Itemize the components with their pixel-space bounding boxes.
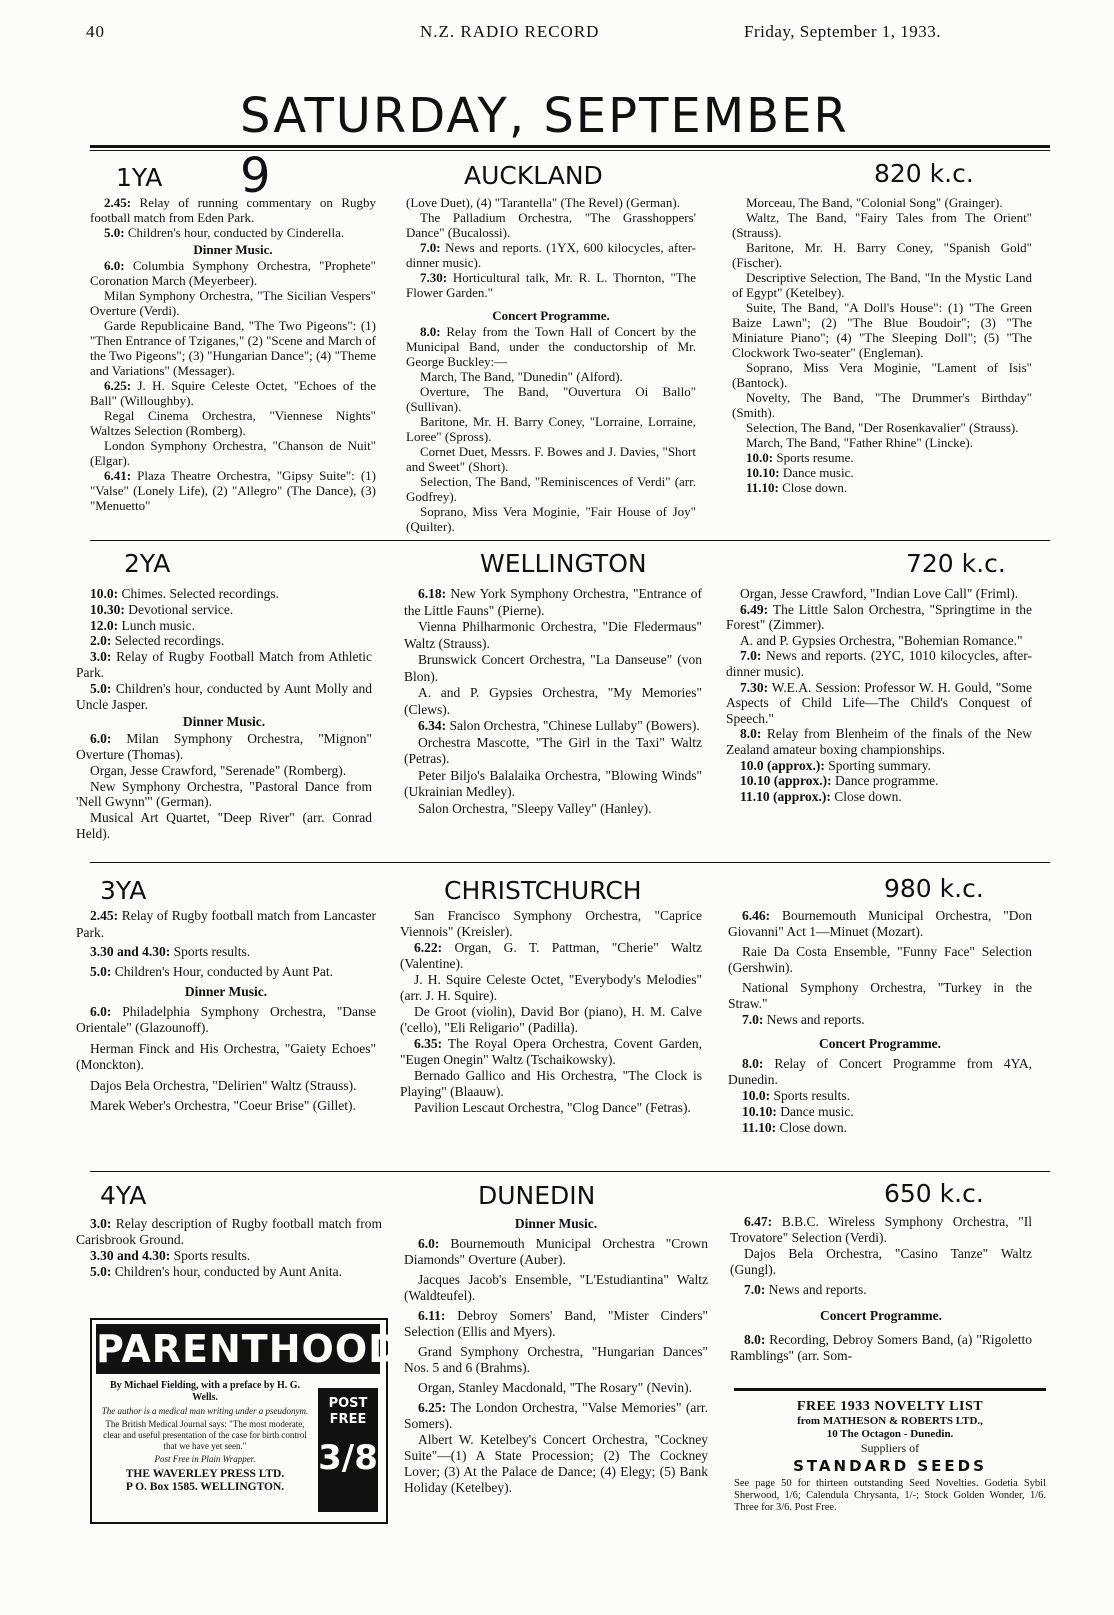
program-entry: (Love Duet), (4) "Tarantella" (The Revel) (German).: [406, 195, 680, 210]
section-heading: Dinner Music.: [182, 714, 266, 730]
section-heading: Concert Programme.: [820, 1308, 942, 1323]
ad-quote: The British Medical Journal says: "The most moderate, clear and useful presentation of the case for birth control that we have yet seen.": [103, 1419, 307, 1451]
station-2ya: 2YA: [124, 549, 171, 578]
city-christchurch: CHRISTCHURCH: [444, 876, 642, 905]
program-entry: 3.0: Relay description of Rugby football match from Carisbrook Ground.: [76, 1216, 382, 1247]
program-entry: 7.30: Horticultural talk, Mr. R. L. Thornton, "The Flower Garden.": [406, 270, 696, 300]
program-entry: 6.25: J. H. Squire Celeste Octet, "Echoes of the Ball" (Willoughby).: [90, 378, 376, 408]
program-entry: Dajos Bela Orchestra, "Casino Tanze" Waltz (Gungl).: [730, 1246, 1032, 1277]
program-entry: 6.25: The London Orchestra, "Valse Memories" (arr. Somers).: [404, 1400, 708, 1431]
page-title: SATURDAY, SEPTEMBER 9: [240, 88, 849, 204]
program-entry: 6.11: Debroy Somers' Band, "Mister Cinders" Selection (Ellis and Myers).: [404, 1308, 708, 1339]
seeds-ad-suppliers: Suppliers of: [860, 1441, 920, 1455]
ad-headline: PARENTHOOD: [96, 1324, 380, 1374]
section-heading: Dinner Music.: [184, 984, 268, 999]
schedule-column-3ya-3: [728, 908, 1032, 1136]
section-divider: [90, 1171, 1050, 1172]
schedule-column-4ya-2: [404, 1214, 708, 1496]
seeds-ad-product: STANDARD SEEDS: [793, 1457, 987, 1475]
section-divider: [90, 862, 1050, 863]
schedule-column-2ya-1: [76, 586, 372, 842]
ad-body: [100, 1378, 310, 1494]
freq-2ya: 720 k.c.: [906, 549, 1006, 578]
program-entry: Grand Symphony Orchestra, "Hungarian Dances" Nos. 5 and 6 (Brahms).: [404, 1344, 708, 1375]
freq-4ya: 650 k.c.: [884, 1179, 984, 1208]
program-entry: 7.0: News and reports. (1YX, 600 kilocycles, after-dinner music).: [406, 240, 696, 270]
parenthood-advertisement: [90, 1318, 401, 1524]
schedule-column-3ya-2: [400, 908, 702, 1116]
station-4ya: 4YA: [100, 1181, 147, 1210]
program-entry: Baritone, Mr. H. Barry Coney, "Spanish Gold" (Fischer).: [732, 240, 1032, 270]
post-free-label: POST FREE: [328, 1396, 368, 1427]
program-entry: Herman Finck and His Orchestra, "Gaiety Echoes" (Monckton).: [76, 1040, 376, 1072]
program-entry: De Groot (violin), David Bor (piano), H. M. Calve ('cello), "Eli Religario" (Padilla).: [400, 1004, 702, 1035]
program-entry: Descriptive Selection, The Band, "In the Mystic Land of Egypt" (Ketelbey).: [732, 270, 1032, 300]
program-entry: New Symphony Orchestra, "Pastoral Dance from 'Nell Gwynn'" (German).: [76, 778, 372, 810]
price-badge: [318, 1388, 378, 1512]
program-entry: 12.0: Lunch music.: [90, 617, 195, 633]
program-entry: Raie Da Costa Ensemble, "Funny Face" Selection (Gershwin).: [728, 944, 1032, 975]
program-entry: Musical Art Quartet, "Deep River" (arr. Conrad Held).: [76, 810, 372, 841]
program-entry: 8.0: Relay from Blenheim of the finals of the New Zealand amateur boxing championships.: [726, 726, 1032, 757]
program-entry: 10.10 (approx.): Dance programme.: [740, 773, 939, 789]
title-rule-thin: [90, 150, 1050, 151]
publication-name: N.Z. RADIO RECORD: [420, 22, 600, 41]
program-entry: 7.0: News and reports.: [744, 1282, 867, 1297]
program-entry: Organ, Jesse Crawford, "Serenade" (Romberg).: [90, 762, 347, 778]
program-entry: 10.0: Sports results.: [742, 1088, 851, 1103]
program-entry: 3.30 and 4.30: Sports results.: [90, 1248, 251, 1263]
ad-author: By Michael Fielding, with a preface by H. G. Wells.: [109, 1380, 301, 1403]
program-entry: Overture, The Band, "Ouvertura Oi Ballo" (Sullivan).: [406, 384, 696, 414]
schedule-column-1ya-2: [406, 195, 696, 534]
station-1ya: 1YA: [116, 163, 163, 192]
ad-wrapper-note: Post Free in Plain Wrapper.: [154, 1454, 256, 1464]
ad-note: The author is a medical man writing under a pseudonym.: [101, 1406, 309, 1416]
program-entry: 10.0 (approx.): Sporting summary.: [740, 757, 931, 773]
program-entry: Soprano, Miss Vera Moginie, "Fair House of Joy" (Quilter).: [406, 504, 696, 534]
program-entry: 3.0: Relay of Rugby Football Match from Athletic Park.: [76, 649, 372, 680]
program-entry: 11.10: Close down.: [742, 1120, 848, 1135]
program-entry: 10.0: Chimes. Selected recordings.: [90, 586, 279, 601]
program-entry: Marek Weber's Orchestra, "Coeur Brise" (Gillet).: [90, 1098, 356, 1113]
section-heading: Concert Programme.: [492, 308, 610, 323]
schedule-column-1ya-3: [732, 195, 1032, 495]
program-entry: 5.0: Children's hour, conducted by Aunt Molly and Uncle Jasper.: [76, 680, 372, 712]
program-entry: March, The Band, "Dunedin" (Alford).: [420, 369, 623, 384]
program-entry: Regal Cinema Orchestra, "Viennese Nights" Waltzes Selection (Romberg).: [90, 408, 376, 438]
program-entry: 6.49: The Little Salon Orchestra, "Springtime in the Forest" (Zimmer).: [726, 601, 1032, 633]
program-entry: Milan Symphony Orchestra, "The Sicilian Vespers" Overture (Verdi).: [90, 288, 376, 318]
program-entry: Salon Orchestra, "Sleepy Valley" (Hanley).: [418, 800, 652, 816]
city-auckland: AUCKLAND: [464, 161, 603, 190]
program-entry: 10.10: Dance music.: [742, 1104, 854, 1119]
seeds-ad-address: 10 The Octagon - Dunedin.: [826, 1428, 954, 1440]
program-entry: Jacques Jacob's Ensemble, "L'Estudiantina" Waltz (Waldteufel).: [404, 1272, 708, 1303]
program-entry: 3.30 and 4.30: Sports results.: [90, 944, 251, 959]
program-entry: Orchestra Mascotte, "The Girl in the Taxi" Waltz (Petras).: [404, 734, 702, 766]
program-entry: 2.0: Selected recordings.: [90, 633, 225, 649]
program-entry: Baritone, Mr. H. Barry Coney, "Lorraine, Lorraine, Loree" (Spross).: [406, 414, 696, 444]
program-entry: 8.0: Recording, Debroy Somers Band, (a) "Rigoletto Ramblings" (arr. Som-: [730, 1332, 1032, 1363]
program-entry: Novelty, The Band, "The Drummer's Birthday" (Smith).: [732, 390, 1032, 420]
seeds-advertisement: [734, 1388, 1046, 1551]
schedule-column-4ya-3: [730, 1214, 1032, 1364]
program-entry: 6.0: Columbia Symphony Orchestra, "Prophete" Coronation March (Meyerbeer).: [90, 258, 376, 288]
city-dunedin: DUNEDIN: [478, 1181, 596, 1210]
section-divider: [90, 540, 1050, 541]
schedule-column-1ya-1: [90, 195, 376, 513]
program-entry: 6.0: Bournemouth Municipal Orchestra "Crown Diamonds" Overture (Auber).: [404, 1236, 708, 1267]
seeds-ad-details: See page 50 for thirteen outstanding Seed Novelties. Godetia Sybil Sherwood, 1/6; Calendula Chrysanta, 1/-; Stock Golden Wonder, 1/6. Three for 3/6. Post Free.: [734, 1478, 1046, 1513]
program-entry: 10.10: Dance music.: [746, 465, 854, 480]
program-entry: Organ, Stanley Macdonald, "The Rosary" (Nevin).: [418, 1380, 692, 1395]
program-entry: March, The Band, "Father Rhine" (Lincke).: [746, 435, 973, 450]
program-entry: 6.34: Salon Orchestra, "Chinese Lullaby" (Bowers).: [418, 718, 700, 733]
ad-publisher: THE WAVERLEY PRESS LTD.: [125, 1468, 285, 1480]
program-entry: 11.10: Close down.: [746, 480, 848, 495]
program-entry: 6.47: B.B.C. Wireless Symphony Orchestra, "Il Trovatore" Selection (Verdi).: [730, 1214, 1032, 1245]
program-entry: Dajos Bela Orchestra, "Delirien" Waltz (Strauss).: [90, 1077, 357, 1093]
section-heading: Dinner Music.: [514, 1216, 598, 1231]
schedule-column-3ya-1: [76, 908, 376, 1115]
price-label: 3/8: [318, 1438, 378, 1478]
program-entry: Peter Biljo's Balalaika Orchestra, "Blowing Winds" (Ukrainian Medley).: [404, 767, 702, 799]
program-entry: Selection, The Band, "Reminiscences of Verdi" (arr. Godfrey).: [406, 474, 696, 504]
program-entry: Waltz, The Band, "Fairy Tales from The Orient" (Strauss).: [732, 210, 1032, 240]
program-entry: London Symphony Orchestra, "Chanson de Nuit" (Elgar).: [90, 438, 376, 468]
program-entry: Pavilion Lescaut Orchestra, "Clog Dance" (Fetras).: [414, 1100, 691, 1115]
program-entry: Cornet Duet, Messrs. F. Bowes and J. Davies, "Short and Sweet" (Short).: [406, 444, 696, 474]
program-entry: 2.45: Relay of Rugby football match from Lancaster Park.: [76, 908, 376, 940]
program-entry: 10.0: Sports resume.: [746, 450, 854, 465]
program-entry: 5.0: Children's hour, conducted by Cinderella.: [104, 225, 345, 240]
program-entry: Suite, The Band, "A Doll's House": (1) "The Green Baize Lawn"; (2) "The Blue Boudoir"; (3) "The Miniature Piano"; (4) "The Sleeping Doll"; (5) "The Clockwork Two-seater" (Engleman).: [732, 300, 1032, 360]
section-heading: Dinner Music.: [193, 242, 273, 257]
section-heading: Concert Programme.: [819, 1036, 941, 1051]
program-entry: Soprano, Miss Vera Moginie, "Lament of Isis" (Bantock).: [732, 360, 1032, 390]
program-entry: San Francisco Symphony Orchestra, "Caprice Viennois" (Kreisler).: [400, 908, 702, 939]
schedule-column-2ya-3: [726, 586, 1032, 804]
schedule-column-4ya-1: [76, 1216, 382, 1280]
program-entry: Organ, Jesse Crawford, "Indian Love Call" (Friml).: [740, 586, 1019, 601]
program-entry: 5.0: Children's hour, conducted by Aunt Anita.: [90, 1264, 342, 1279]
program-entry: 7.0: News and reports.: [742, 1012, 865, 1027]
program-entry: 7.0: News and reports. (2YC, 1010 kilocycles, after-dinner music).: [726, 648, 1032, 679]
program-entry: A. and P. Gypsies Orchestra, "My Memories" (Clews).: [404, 685, 702, 717]
program-entry: 8.0: Relay from the Town Hall of Concert by the Municipal Band, under the conductorship of Mr. George Buckley:—: [406, 324, 696, 369]
program-entry: Morceau, The Band, "Colonial Song" (Grainger).: [746, 195, 1003, 210]
program-entry: Selection, The Band, "Der Rosenkavalier" (Strauss).: [746, 420, 1019, 435]
program-entry: 6.41: Plaza Theatre Orchestra, "Gipsy Suite": (1) "Valse" (Lonely Life), (2) "Allegro" (The Dance), (3) "Menuetto": [90, 468, 376, 513]
program-entry: 8.0: Relay of Concert Programme from 4YA, Dunedin.: [728, 1056, 1032, 1087]
city-wellington: WELLINGTON: [480, 549, 647, 578]
title-rule: [90, 145, 1050, 148]
seeds-ad-company: from MATHESON & ROBERTS LTD.,: [797, 1415, 983, 1427]
program-entry: 5.0: Children's Hour, conducted by Aunt Pat.: [90, 963, 333, 979]
program-entry: 6.18: New York Symphony Orchestra, "Entrance of the Little Fauns" (Pierne).: [404, 586, 702, 618]
program-entry: 6.0: Milan Symphony Orchestra, "Mignon" Overture (Thomas).: [76, 731, 372, 762]
issue-date: Friday, September 1, 1933.: [744, 22, 941, 41]
page-number: 40: [86, 22, 105, 41]
freq-1ya: 820 k.c.: [874, 159, 974, 188]
program-entry: J. H. Squire Celeste Octet, "Everybody's Melodies" (arr. J. H. Squire).: [400, 972, 702, 1003]
program-entry: National Symphony Orchestra, "Turkey in the Straw.": [728, 980, 1032, 1011]
program-entry: Albert W. Ketelbey's Concert Orchestra, "Cockney Suite"—(1) A State Procession; (2) The Cockney Lover; (3) At the Palace de Dance; (4) Elegy; (5) Bank Holiday (Ketelbey).: [404, 1432, 708, 1495]
freq-3ya: 980 k.c.: [884, 874, 984, 903]
program-entry: Vienna Philharmonic Orchestra, "Die Fledermaus" Waltz (Strauss).: [404, 619, 702, 651]
program-entry: 6.35: The Royal Opera Orchestra, Covent Garden, "Eugen Onegin" Waltz (Tschaikowsky).: [400, 1036, 702, 1067]
program-entry: 10.30: Devotional service.: [90, 601, 234, 617]
program-entry: 6.22: Organ, G. T. Pattman, "Cherie" Waltz (Valentine).: [400, 940, 702, 971]
program-entry: A. and P. Gypsies Orchestra, "Bohemian Romance.": [740, 632, 1023, 648]
station-3ya: 3YA: [100, 876, 147, 905]
program-entry: The Palladium Orchestra, "The Grasshoppers' Dance" (Bucalossi).: [406, 210, 696, 240]
program-entry: 7.30: W.E.A. Session: Professor W. H. Gould, "Some Aspects of Child Life—The Child's Conquest of Speech.": [726, 679, 1032, 726]
schedule-column-2ya-2: [404, 586, 702, 817]
program-entry: Garde Republicaine Band, "The Two Pigeons": (1) "Then Entrance of Tziganes," (2) "Scene and March of the Two Pigeons"; (3) "Hungarian Dance"; (4) "Theme and Variations" (Messager).: [90, 318, 376, 378]
seeds-ad-headline: FREE 1933 NOVELTY LIST: [796, 1399, 984, 1414]
program-entry: Bernado Gallico and His Orchestra, "The Clock is Playing" (Blaauw).: [400, 1068, 702, 1099]
program-entry: 6.46: Bournemouth Municipal Orchestra, "Don Giovanni" Act 1—Minuet (Mozart).: [728, 908, 1032, 939]
program-entry: 6.0: Philadelphia Symphony Orchestra, "Danse Orientale" (Glazounoff).: [76, 1003, 376, 1035]
program-entry: 11.10 (approx.): Close down.: [740, 788, 902, 804]
program-entry: Brunswick Concert Orchestra, "La Danseuse" (von Blon).: [404, 652, 702, 684]
ad-address: P O. Box 1585. WELLINGTON.: [125, 1481, 285, 1493]
program-entry: 2.45: Relay of running commentary on Rugby football match from Eden Park.: [90, 195, 376, 225]
